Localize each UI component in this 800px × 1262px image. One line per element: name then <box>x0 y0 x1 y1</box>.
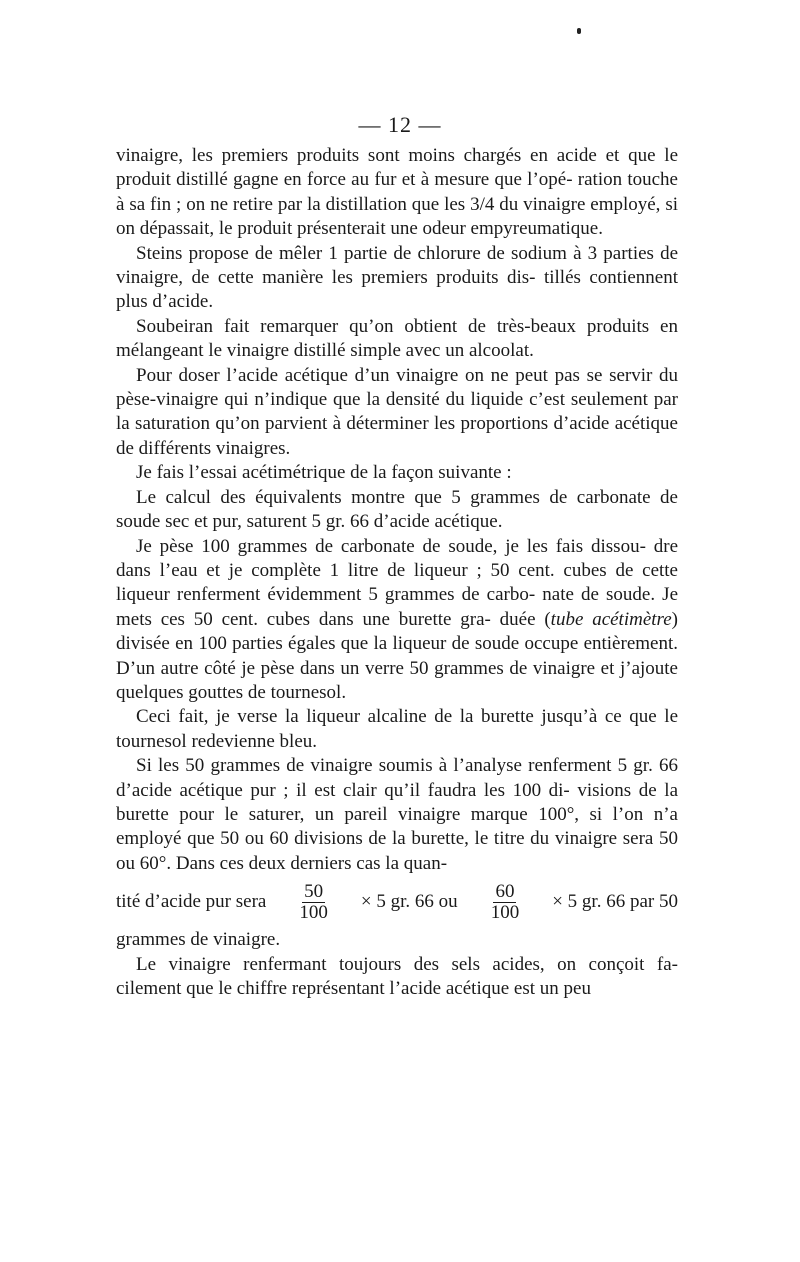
paragraph-9-end: grammes de vinaigre. <box>116 929 281 951</box>
fraction-numerator: 60 <box>495 880 515 902</box>
paragraph-5: Je fais l’essai acétimétrique de la façon suivante : <box>136 462 512 484</box>
paragraph-7 <box>116 535 678 706</box>
fraction-denominator: 100 <box>490 901 520 923</box>
paragraph-8: Ceci fait, je verse la liqueur alcaline de la burette jusqu’à ce que le tournesol redevienne bleu. <box>116 706 678 752</box>
formula-lead: tité d’acide pur sera <box>116 890 267 912</box>
paragraph-10: Le vinaigre renfermant toujours des sels acides, on conçoit fa- cilement que le chiffre représentant l’acide acétique est un peu <box>116 953 678 999</box>
formula-line <box>116 876 678 928</box>
paragraph-9: Si les 50 grammes de vinaigre soumis à l’analyse renferment 5 gr. 66 d’acide acétique pur ; il est clair qu’il faudra les 100 di- visions de la burette pour le saturer, un pareil vinaigre marque 100°, si l’on n’a employé que 50 ou 60 divisions de la burette, le titre du vinaigre sera 50 ou 60°. Dans ces deux derniers cas la quan- <box>116 755 678 874</box>
ink-speck <box>577 28 581 34</box>
fraction-50-100 <box>297 882 330 923</box>
paragraph-7-italic: tube acétimètre <box>550 608 672 630</box>
paragraph-4: Pour doser l’acide acétique d’un vinaigre on ne peut pas se servir du pèse-vinaigre qui n’indique que la densité du liquide c’est seulement par la saturation qu’on parvient à déterminer les proportions d’acide acétique de différents vinaigres. <box>116 364 678 459</box>
paragraph-6: Le calcul des équivalents montre que 5 grammes de carbonate de soude sec et pur, saturent 5 gr. 66 d’acide acétique. <box>116 486 678 533</box>
formula-middle: × 5 gr. 66 ou <box>360 890 458 912</box>
fraction-60-100 <box>489 882 522 923</box>
formula-end: × 5 gr. 66 par 50 <box>552 890 678 912</box>
paragraph-3: Soubeiran fait remarquer qu’on obtient de très-beaux produits en mélangeant le vinaigre distillé simple avec un alcoolat. <box>116 315 678 362</box>
fraction-denominator: 100 <box>299 901 328 923</box>
paragraph-2: Steins propose de mêler 1 partie de chlorure de sodium à 3 parties de vinaigre, de cette manière les premiers produits dis- tillés contiennent plus d’acide. <box>116 242 678 313</box>
fraction-numerator: 50 <box>304 880 324 902</box>
paragraph-7-text-b: ) divisée en 100 parties égales que la liqueur de soude occupe entièrement. D’un autre côté je pèse dans un verre 50 grammes de vinaigre et j’ajoute quelques gouttes de tournesol. <box>116 608 678 703</box>
paragraph-1: vinaigre, les premiers produits sont moins chargés en acide et que le produit distillé gagne en force au fur et à mesure que l’opé- ration touche à sa fin ; on ne retire par la distillation que les 3/4 du vinaigre employé, si on dépassait, le produit présenterait une odeur empyreumatique. <box>116 145 678 240</box>
page-number: — 12 — <box>358 112 442 137</box>
paragraph-7-text-a: Je pèse 100 grammes de carbonate de soude, je les fais dissou- dre dans l’eau et je complète 1 litre de liqueur ; 50 cent. cubes de cette liqueur renferment évidemment 5 grammes de carbo- nate de soude. Je mets ces 50 cent. cubes dans une burette gra- duée ( <box>116 535 678 630</box>
body-text <box>116 144 678 1001</box>
